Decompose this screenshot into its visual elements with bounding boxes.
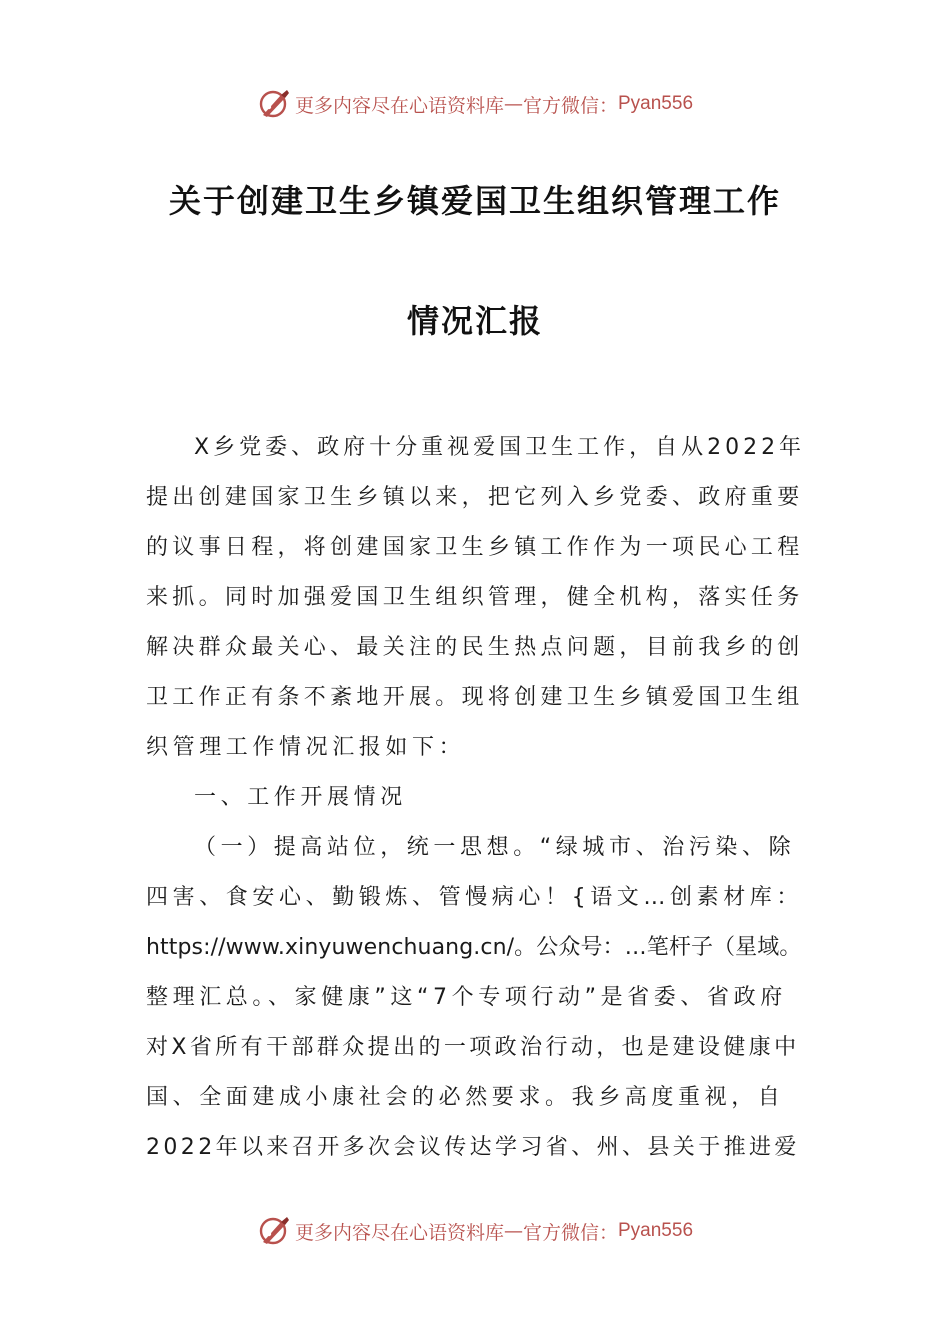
watermark-dash: — xyxy=(503,93,523,115)
section-heading: 一、工作开展情况 xyxy=(194,785,407,810)
watermark-dash: — xyxy=(503,1220,523,1242)
watermark-official-label: 官方微信： xyxy=(522,94,618,117)
body-line: （一）提高站位，统一思想。“绿城市、治污染、除 xyxy=(194,835,796,860)
body-line: 卫工作正有条不紊地开展。现将创建卫生乡镇爱国卫生组 xyxy=(146,685,804,710)
pen-logo-icon xyxy=(257,87,291,121)
watermark-footer xyxy=(0,1213,950,1249)
watermark-header xyxy=(0,86,950,122)
document-title-line-2: 情况汇报 xyxy=(406,302,543,340)
watermark-official-label: 官方微信： xyxy=(522,1221,618,1244)
body-line: 解决群众最关心、最关注的民生热点问题，目前我乡的创 xyxy=(146,635,804,660)
watermark-wechat-id: Pyan556 xyxy=(618,1220,694,1241)
body-line: 的议事日程，将创建国家卫生乡镇工作作为一项民心工程 xyxy=(146,535,804,560)
body-line: X乡党委、政府十分重视爱国卫生工作，自从2022年 xyxy=(194,435,806,460)
body-line: 织管理工作情况汇报如下： xyxy=(146,735,466,760)
document-body xyxy=(146,428,806,1178)
body-line: 来抓。同时加强爱国卫生组织管理，健全机构，落实任务 xyxy=(146,585,804,610)
body-line: 对X省所有干部群众提出的一项政治行动，也是建设健康中 xyxy=(146,1035,800,1060)
body-line: 四害、食安心、勤锻炼、管慢病心！{语文…创素材库： xyxy=(146,885,803,910)
watermark-text: 更多内容尽在心语资料库 xyxy=(294,94,504,117)
body-line: 整理汇总。、家健康”这“7个专项行动”是省委、省政府 xyxy=(146,985,787,1010)
body-line-url: https://www.xinyuwenchuang.cn/。公众号：…笔杆子（星域。 xyxy=(146,935,802,960)
document-title-line-1: 关于创建卫生乡镇爱国卫生组织管理工作 xyxy=(168,182,781,220)
pen-logo-icon xyxy=(257,1214,291,1248)
body-line: 2022年以来召开多次会议传达学习省、州、县关于推进爱 xyxy=(146,1135,800,1160)
body-line: 提出创建国家卫生乡镇以来，把它列入乡党委、政府重要 xyxy=(146,485,804,510)
body-line: 国、全面建成小康社会的必然要求。我乡高度重视，自 xyxy=(146,1085,785,1110)
watermark-text: 更多内容尽在心语资料库 xyxy=(294,1221,504,1244)
watermark-wechat-id: Pyan556 xyxy=(618,93,694,114)
